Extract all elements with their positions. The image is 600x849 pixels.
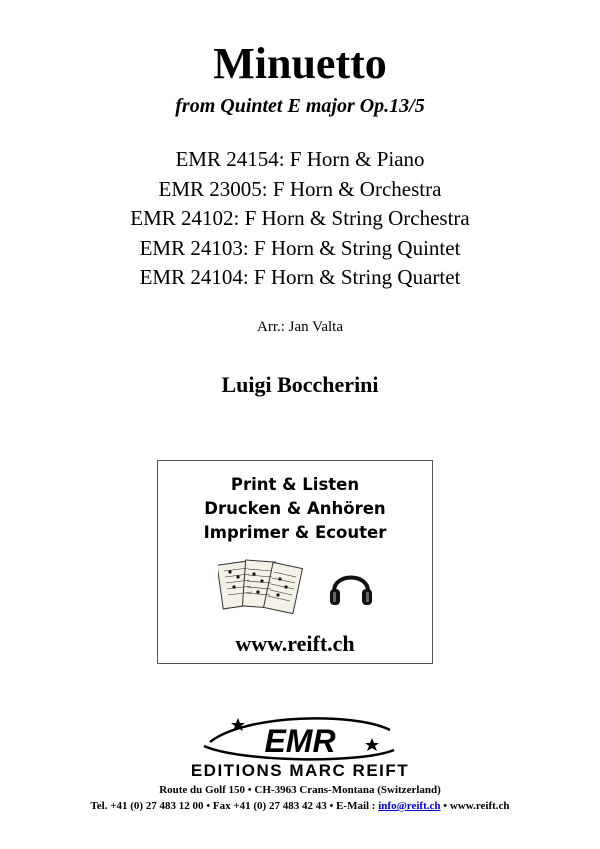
- publisher-name: EDITIONS MARC REIFT: [190, 761, 410, 780]
- edition-item: EMR 24154: F Horn & Piano: [175, 147, 425, 171]
- edition-item: EMR 24102: F Horn & String Orchestra: [130, 206, 470, 230]
- piece-title: Minuetto: [213, 39, 387, 88]
- arranger-credit: Arr.: Jan Valta: [257, 319, 343, 335]
- headphones-icon: [326, 561, 376, 611]
- sheet-music-icon: [218, 557, 304, 617]
- promo-line-french: Imprimer & Ecouter: [203, 523, 387, 542]
- edition-list: [0, 145, 600, 293]
- piece-subtitle: from Quintet E major Op.13/5: [175, 95, 425, 117]
- print-listen-box: [157, 460, 433, 664]
- promo-line-english: Print & Listen: [230, 475, 360, 494]
- email-link[interactable]: info@reift.ch: [378, 800, 441, 812]
- publisher-contact: [0, 800, 600, 813]
- promo-line-german: Drucken & Anhören: [204, 499, 386, 518]
- contact-website[interactable]: • www.reift.ch: [440, 800, 510, 812]
- publisher-address: Route du Golf 150 • CH-3963 Crans-Montana (Switzerland): [159, 784, 441, 796]
- promo-lines: [158, 473, 432, 545]
- edition-item: EMR 24104: F Horn & String Quartet: [139, 265, 461, 289]
- logo-mark-text: EMR: [264, 723, 336, 759]
- promo-website[interactable]: www.reift.ch: [235, 631, 355, 656]
- composer-name: Luigi Boccherini: [221, 372, 379, 397]
- contact-phone-fax: Tel. +41 (0) 27 483 12 00 • Fax +41 (0) 27 483 42 43 • E-Mail :: [90, 800, 379, 812]
- emr-logo: [150, 712, 450, 780]
- edition-item: EMR 23005: F Horn & Orchestra: [158, 176, 442, 201]
- edition-item: EMR 24103: F Horn & String Quintet: [139, 235, 461, 260]
